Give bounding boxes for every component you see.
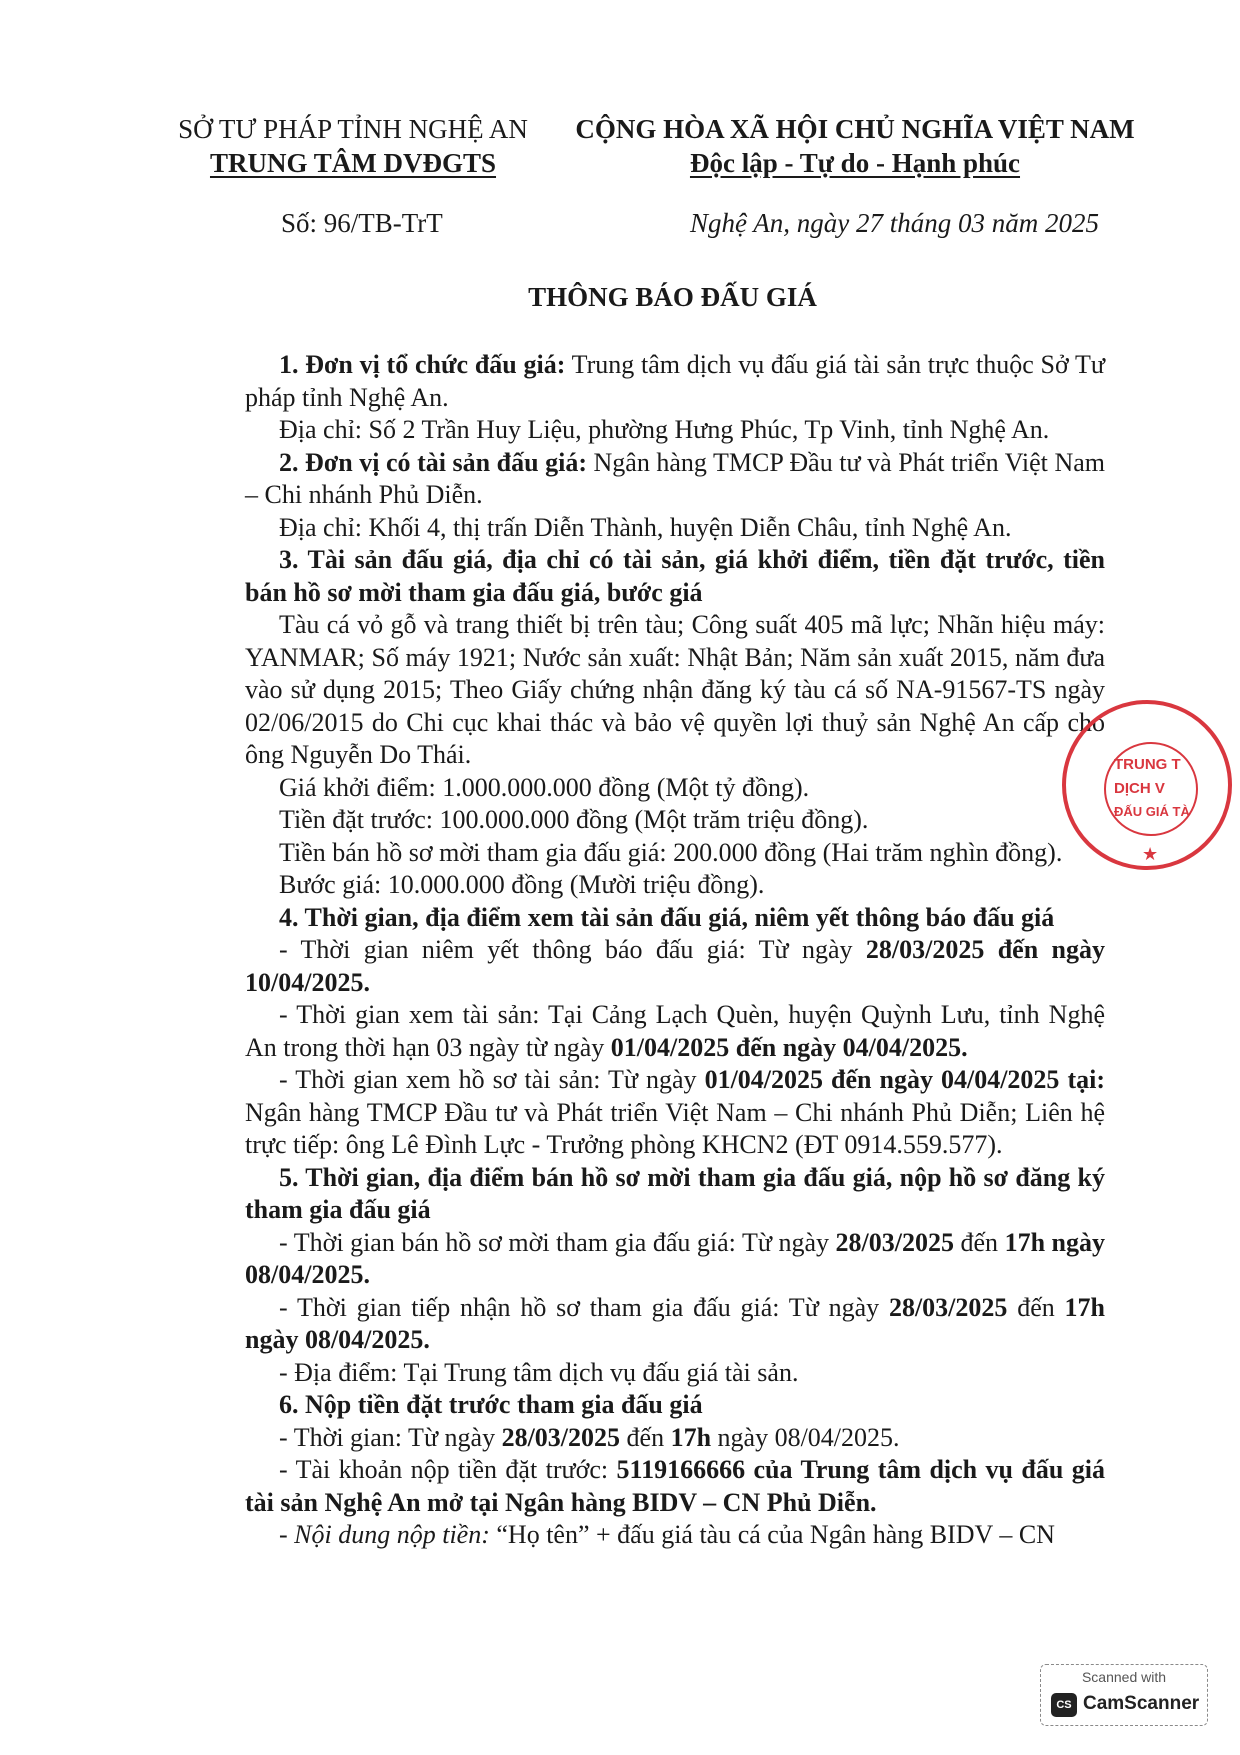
section-5-line-2-text: - Thời gian tiếp nhận hồ sơ tham gia đấu giá: Từ ngày — [279, 1292, 889, 1322]
camscanner-name: CamScanner — [1083, 1693, 1200, 1714]
stamp-line-2: DỊCH V — [1114, 780, 1165, 797]
document-number: Số: 96/TB-TrT — [281, 208, 443, 238]
section-4-line-3 — [245, 1064, 1105, 1162]
section-5-line-1-date: 28/03/2025 — [835, 1227, 954, 1257]
section-1-address: Địa chỉ: Số 2 Trần Huy Liệu, phường Hưng Phúc, Tp Vinh, tỉnh Nghệ An. — [279, 415, 1050, 444]
section-2-text: Ngân hàng TMCP Đầu tư và Phát triển Việt Nam – Chi nhánh Phủ Diễn. — [245, 447, 1105, 509]
section-5-line-1-deadline: 17h ngày 08/04/2025. — [245, 1227, 1106, 1289]
section-6-line-3-label: - Nội dung nộp tiền: — [279, 1520, 490, 1549]
section-1-text: Trung tâm dịch vụ đấu giá tài sản trực thuộc Sở Tư pháp tỉnh Nghệ An. — [245, 350, 1105, 412]
scanned-with-label: Scanned with — [1081, 1669, 1167, 1685]
section-3-step: Bước giá: 10.000.000 đồng (Mười triệu đồng). — [279, 870, 765, 899]
section-6-line-1-text: - Thời gian: Từ ngày — [279, 1422, 502, 1452]
section-6-line-1-hour: 17h — [670, 1422, 712, 1452]
section-5-line-2-mid: đến — [1007, 1292, 1065, 1322]
section-4-heading-text: 4. Thời gian, địa điểm xem tài sản đấu giá, niêm yết thông báo đấu giá — [279, 902, 1055, 932]
issuer-block — [168, 112, 538, 180]
stamp-line-3: ĐẤU GIÁ TÀ — [1114, 804, 1190, 819]
section-3-dossier-fee: Tiền bán hồ sơ mời tham gia đấu giá: 200.000 đồng (Hai trăm nghìn đồng). — [279, 837, 1063, 867]
section-4-line-1-text: - Thời gian niêm yết thông báo đấu giá: Từ ngày — [279, 935, 866, 964]
section-5-line-1 — [245, 1227, 1105, 1292]
section-6-account: 5119166666 của Trung tâm dịch vụ đấu giá tài sản Nghệ An mở tại Ngân hàng BIDV – CN Phủ Diễn. — [245, 1455, 1105, 1517]
section-2-address: Địa chỉ: Khối 4, thị trấn Diễn Thành, huyện Diễn Châu, tỉnh Nghệ An. — [279, 512, 1012, 542]
issuer-department: SỞ TƯ PHÁP TỈNH NGHỆ AN — [178, 114, 528, 144]
section-6-line-3 — [245, 1519, 1105, 1552]
section-4-line-3-dates: 01/04/2025 đến ngày 04/04/2025 tại: — [704, 1065, 1105, 1094]
section-4-line-2-text: - Thời gian xem tài sản: Tại Cảng Lạch Quèn, huyện Quỳnh Lưu, tỉnh Nghệ An trong thời hạn 03 ngày từ ngày — [245, 1000, 1105, 1062]
page-title: THÔNG BÁO ĐẤU GIÁ — [528, 282, 817, 312]
section-4-line-3-rest: Ngân hàng TMCP Đầu tư và Phát triển Việt Nam – Chi nhánh Phủ Diễn; Liên hệ trực tiếp: ông Lê Đình Lực - Trưởng phòng KHCN2 (ĐT 0914.559.577). — [245, 1097, 1105, 1159]
section-6-heading-text: 6. Nộp tiền đặt trước tham gia đấu giá — [279, 1390, 703, 1419]
stamp-line-1: TRUNG T — [1114, 756, 1181, 773]
section-1 — [245, 349, 1105, 414]
document-date: Nghệ An, ngày 27 tháng 03 năm 2025 — [690, 208, 1099, 238]
section-4-line-3-text: - Thời gian xem hồ sơ tài sản: Từ ngày — [279, 1065, 705, 1094]
section-6-line-1-date: 28/03/2025 — [501, 1422, 621, 1452]
camscanner-watermark — [1040, 1664, 1208, 1726]
section-6-line-1-mid: đến — [620, 1422, 671, 1452]
section-5-heading-text: 5. Thời gian, địa điểm bán hồ sơ mời tham gia đấu giá, nộp hồ sơ đăng ký tham gia đấu giá — [245, 1162, 1105, 1224]
section-5-line-1-text: - Thời gian bán hồ sơ mời tham gia đấu giá: Từ ngày — [279, 1227, 836, 1257]
section-6-line-2 — [245, 1454, 1105, 1519]
national-name: CỘNG HÒA XÃ HỘI CHỦ NGHĨA VIỆT NAM — [575, 114, 1135, 144]
section-2-heading: 2. Đơn vị có tài sản đấu giá: — [279, 447, 587, 477]
section-5-line-2 — [245, 1292, 1105, 1357]
stamp-star-icon: ★ — [1142, 844, 1159, 864]
section-6-line-2-text: - Tài khoản nộp tiền đặt trước: — [279, 1455, 617, 1484]
section-4-line-1-dates: 28/03/2025 đến ngày 10/04/2025. — [245, 935, 1105, 997]
section-6-line-1-end: ngày 08/04/2025. — [711, 1422, 900, 1452]
section-3-heading — [245, 544, 1105, 609]
section-3-start-price: Giá khởi điểm: 1.000.000.000 đồng (Một tỷ đồng). — [279, 772, 810, 802]
national-motto: Độc lập - Tự do - Hạnh phúc — [689, 148, 1021, 178]
section-5-line-2-deadline: 17h ngày 08/04/2025. — [245, 1292, 1105, 1354]
section-4-line-1 — [245, 934, 1105, 999]
section-4-line-2 — [245, 999, 1105, 1064]
section-3-asset: Tàu cá vỏ gỗ và trang thiết bị trên tàu; Công suất 405 mã lực; Nhãn hiệu máy: YANMAR; Số máy 1921; Nước sản xuất: Nhật Bản; Năm sản xuất 2015, năm đưa vào sử dụng 2015; Theo Giấy chứng nhận đăng ký tàu cá số NA-91567-TS ngày 02/06/2015 do Chi cục khai thác và bảo vệ quyền lợi thuỷ sản Nghệ An cấp cho ông Nguyễn Do Thái. — [245, 610, 1105, 769]
section-3-heading-text: 3. Tài sản đấu giá, địa chỉ có tài sản, giá khởi điểm, tiền đặt trước, tiền bán hồ sơ mời tham gia đấu giá, bước giá — [245, 545, 1105, 607]
section-5-heading — [245, 1162, 1105, 1227]
red-seal-stamp — [1062, 700, 1232, 870]
document-body — [245, 349, 1105, 1552]
section-1-heading: 1. Đơn vị tổ chức đấu giá: — [279, 350, 566, 379]
section-5-line-1-mid: đến — [953, 1227, 1005, 1257]
section-6-line-1 — [245, 1422, 1105, 1455]
issuer-center: TRUNG TÂM DVĐGTS — [209, 148, 497, 178]
section-6-line-3-text: “Họ tên” + đấu giá tàu cá của Ngân hàng BIDV – CN — [489, 1520, 1055, 1549]
section-6-heading — [245, 1389, 1105, 1422]
section-5-line-2-date: 28/03/2025 — [888, 1292, 1008, 1322]
national-header — [570, 112, 1140, 180]
section-2 — [245, 447, 1105, 512]
section-3-deposit: Tiền đặt trước: 100.000.000 đồng (Một trăm triệu đồng). — [279, 805, 869, 834]
section-4-line-2-dates: 01/04/2025 đến ngày 04/04/2025. — [610, 1032, 968, 1062]
camscanner-logo-icon: CS — [1051, 1693, 1077, 1717]
section-4-heading — [245, 902, 1105, 935]
section-5-line-3: - Địa điểm: Tại Trung tâm dịch vụ đấu giá tài sản. — [279, 1357, 799, 1387]
